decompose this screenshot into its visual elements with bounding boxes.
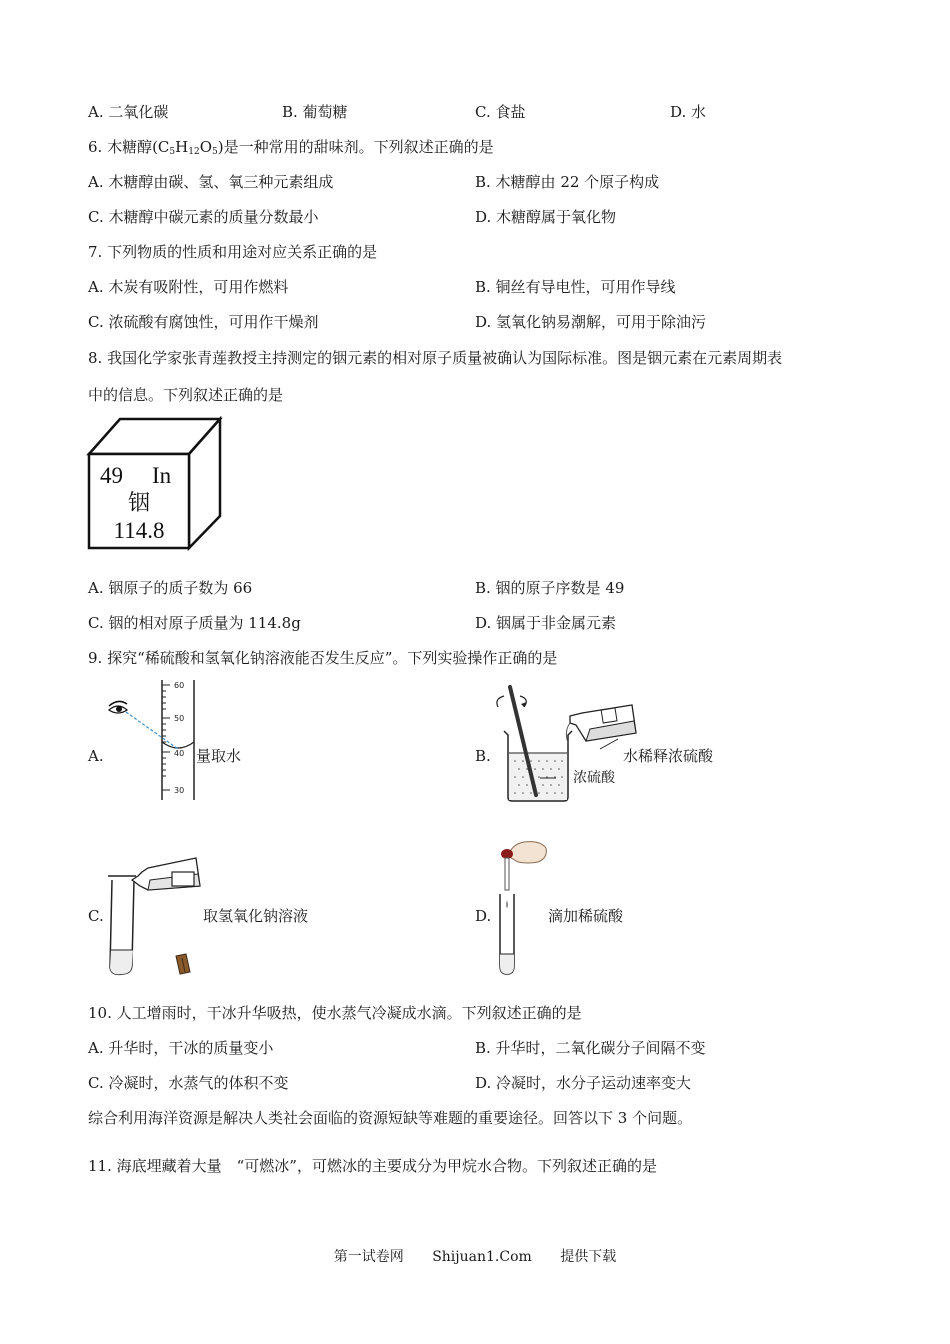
q9-option-b-water-label: 水稀释浓硫酸: [623, 747, 714, 765]
tick-label: 60: [174, 681, 185, 690]
q6-option-b: B. 木糖醇由 22 个原子构成: [475, 173, 660, 191]
q7-option-c: C. 浓硫酸有腐蚀性，可用作干燥剂: [88, 313, 319, 331]
q10-option-a: A. 升华时，干冰的质量变小: [88, 1039, 274, 1057]
q5-option-d: D. 水: [670, 103, 707, 121]
q9-option-a-letter: A.: [88, 747, 104, 765]
q9-option-d-label: 滴加稀硫酸: [548, 907, 624, 925]
q6-option-a: A. 木糖醇由碳、氢、氧三种元素组成: [88, 173, 334, 191]
passage-intro: 综合利用海洋资源是解决人类社会面临的资源短缺等难题的重要途径。回答以下 3 个问题。: [88, 1109, 693, 1127]
q10-option-d: D. 冷凝时，水分子运动速率变大: [475, 1074, 692, 1092]
q9-option-c-letter: C.: [88, 907, 104, 925]
page-footer: [0, 1246, 950, 1266]
q10-option-b: B. 升华时，二氧化碳分子间隔不变: [475, 1039, 706, 1057]
q7-option-b: B. 铜丝有导电性，可用作导线: [475, 278, 676, 296]
q8-option-a: A. 铟原子的质子数为 66: [88, 579, 253, 597]
q10-option-c: C. 冷凝时，水蒸气的体积不变: [88, 1074, 289, 1092]
q8-stem-line2: 中的信息。下列叙述正确的是: [88, 386, 284, 404]
eye-icon: [109, 701, 127, 713]
q10-stem: 10. 人工增雨时，干冰升华吸热，使水蒸气冷凝成水滴。下列叙述正确的是: [88, 1004, 582, 1022]
q6-option-d: D. 木糖醇属于氧化物: [475, 208, 617, 226]
indium-element-cell: [86, 416, 226, 552]
q6-stem: 6. 木糖醇$(C_5H_{12}O_5)$是一种常用的甜味剂。下列叙述正确的是: [88, 138, 494, 157]
tick-label: 50: [174, 714, 185, 723]
bottle-stopper-icon: [176, 954, 190, 974]
q6-option-c: C. 木糖醇中碳元素的质量分数最小: [88, 208, 319, 226]
footer-site-name: 第一试卷网: [333, 1249, 404, 1265]
tick-label: 30: [174, 786, 185, 795]
q9-option-d-letter: D.: [475, 907, 492, 925]
q9-option-b-acid-label: 浓硫酸: [573, 770, 615, 786]
atomic-number: 49: [100, 463, 123, 488]
q9-option-b-letter: B.: [475, 747, 491, 765]
measuring-cylinder-figure: [104, 676, 204, 806]
q8-option-d: D. 铟属于非金属元素: [475, 614, 617, 632]
footer-download-text: 提供下载: [560, 1249, 617, 1265]
footer-site-url: Shijuan1.Com: [432, 1249, 532, 1265]
q11-stem: 11. 海底埋藏着大量 “可燃冰”，可燃冰的主要成分为甲烷水合物。下列叙述正确的是: [88, 1157, 657, 1175]
tick-label: 40: [174, 749, 185, 758]
q7-option-d: D. 氢氧化钠易潮解，可用于除油污: [475, 313, 707, 331]
q8-stem-line1: 8. 我国化学家张青莲教授主持测定的铟元素的相对原子质量被确认为国际标准。图是铟元素在元素周期表: [88, 349, 783, 367]
pour-test-tube-figure: [104, 850, 204, 978]
q8-option-b: B. 铟的原子序数是 49: [475, 579, 625, 597]
q5-option-a: A. 二氧化碳: [88, 103, 169, 121]
beaker-dilution-figure: [490, 683, 640, 805]
element-name: 铟: [127, 491, 151, 516]
q5-option-b: B. 葡萄糖: [282, 103, 348, 121]
q9-option-a-label: 量取水: [196, 747, 242, 765]
q9-stem: 9. 探究“稀硫酸和氢氧化钠溶液能否发生反应”。下列实验操作正确的是: [88, 649, 558, 667]
q5-option-c: C. 食盐: [475, 103, 526, 121]
atomic-mass: 114.8: [113, 518, 165, 543]
element-symbol: In: [152, 463, 172, 488]
dropper-test-tube-figure: [490, 836, 550, 978]
q7-stem: 7. 下列物质的性质和用途对应关系正确的是: [88, 243, 378, 261]
q9-option-c-label: 取氢氧化钠溶液: [203, 907, 309, 925]
reagent-bottle-icon: [570, 705, 636, 741]
q7-option-a: A. 木炭有吸附性，可用作燃料: [88, 278, 289, 296]
q8-option-c: C. 铟的相对原子质量为 114.8g: [88, 614, 301, 632]
hand-icon: [508, 842, 546, 863]
